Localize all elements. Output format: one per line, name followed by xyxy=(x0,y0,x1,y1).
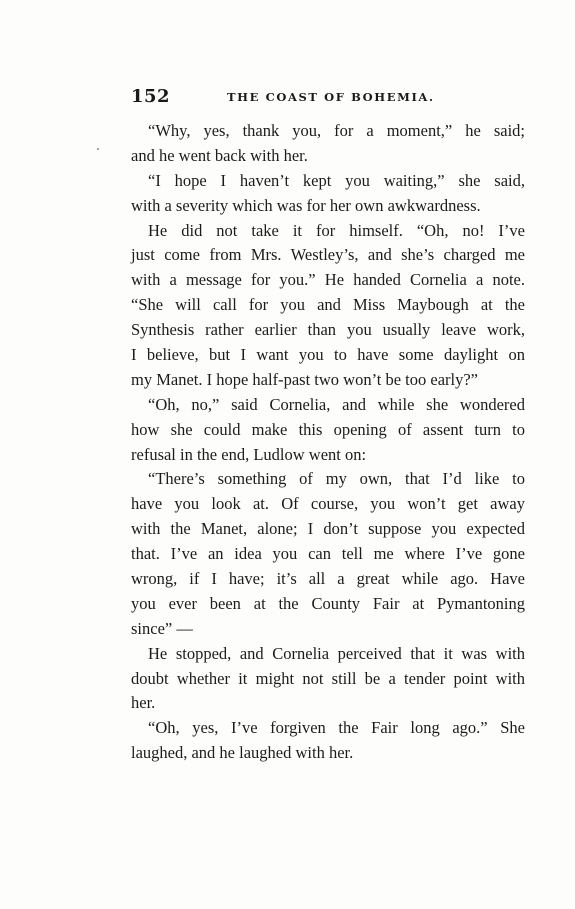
running-title: THE COAST OF BOHEMIA. xyxy=(227,90,435,104)
page-number: 152 xyxy=(131,86,171,107)
text-line: refusal in the end, Ludlow went on: xyxy=(131,444,367,464)
text-line: how she could make this opening of assent turn to xyxy=(131,419,525,439)
text-line: her. xyxy=(131,693,156,713)
paragraph xyxy=(131,119,525,169)
text-line: laughed, and he laughed with her. xyxy=(131,743,354,763)
text-line: with a message for you.” He handed Cornelia a note. xyxy=(131,270,525,290)
paragraph xyxy=(131,219,525,393)
text-line: with a severity which was for her own awkwardness. xyxy=(131,195,481,215)
text-line: you ever been at the County Fair at Pymantoning xyxy=(131,593,525,613)
paragraph xyxy=(131,467,525,641)
text-line: just come from Mrs. Westley’s, and she’s charged me xyxy=(131,245,525,265)
text-line: have you look at. Of course, you won’t get away xyxy=(131,494,525,514)
text-line: “Oh, no,” said Cornelia, and while she wondered xyxy=(148,394,525,414)
text-line: with the Manet, alone; I don’t suppose you expected xyxy=(131,519,525,539)
text-line: “Why, yes, thank you, for a moment,” he said; xyxy=(148,121,525,140)
text-line: doubt whether it might not still be a tender point with xyxy=(131,668,525,688)
text-line: since” — xyxy=(131,618,193,638)
page-header xyxy=(131,86,525,110)
text-line: He stopped, and Cornelia perceived that it was with xyxy=(148,643,525,663)
paragraph xyxy=(131,393,525,468)
margin-speck xyxy=(97,148,99,150)
text-line: that. I’ve an idea you can tell me where I’ve gone xyxy=(131,544,525,564)
text-line: and he went back with her. xyxy=(131,145,308,165)
text-line: “She will call for you and Miss Maybough at the xyxy=(131,295,525,315)
text-line: He did not take it for himself. “Oh, no! I’ve xyxy=(148,220,525,240)
text-line: “I hope I haven’t kept you waiting,” she said, xyxy=(148,170,525,190)
text-line: “Oh, yes, I’ve forgiven the Fair long ago.” She xyxy=(148,718,525,738)
body-text xyxy=(131,119,525,766)
paragraph xyxy=(131,169,525,219)
text-line: Synthesis rather earlier than you usually leave work, xyxy=(131,320,525,340)
text-line: wrong, if I have; it’s all a great while ago. Have xyxy=(131,569,525,589)
text-line: “There’s something of my own, that I’d like to xyxy=(148,469,525,489)
paragraph xyxy=(131,642,525,717)
text-line: I believe, but I want you to have some daylight on xyxy=(131,345,525,365)
paragraph xyxy=(131,716,525,766)
text-line: my Manet. I hope half-past two won’t be too early?” xyxy=(131,369,479,389)
